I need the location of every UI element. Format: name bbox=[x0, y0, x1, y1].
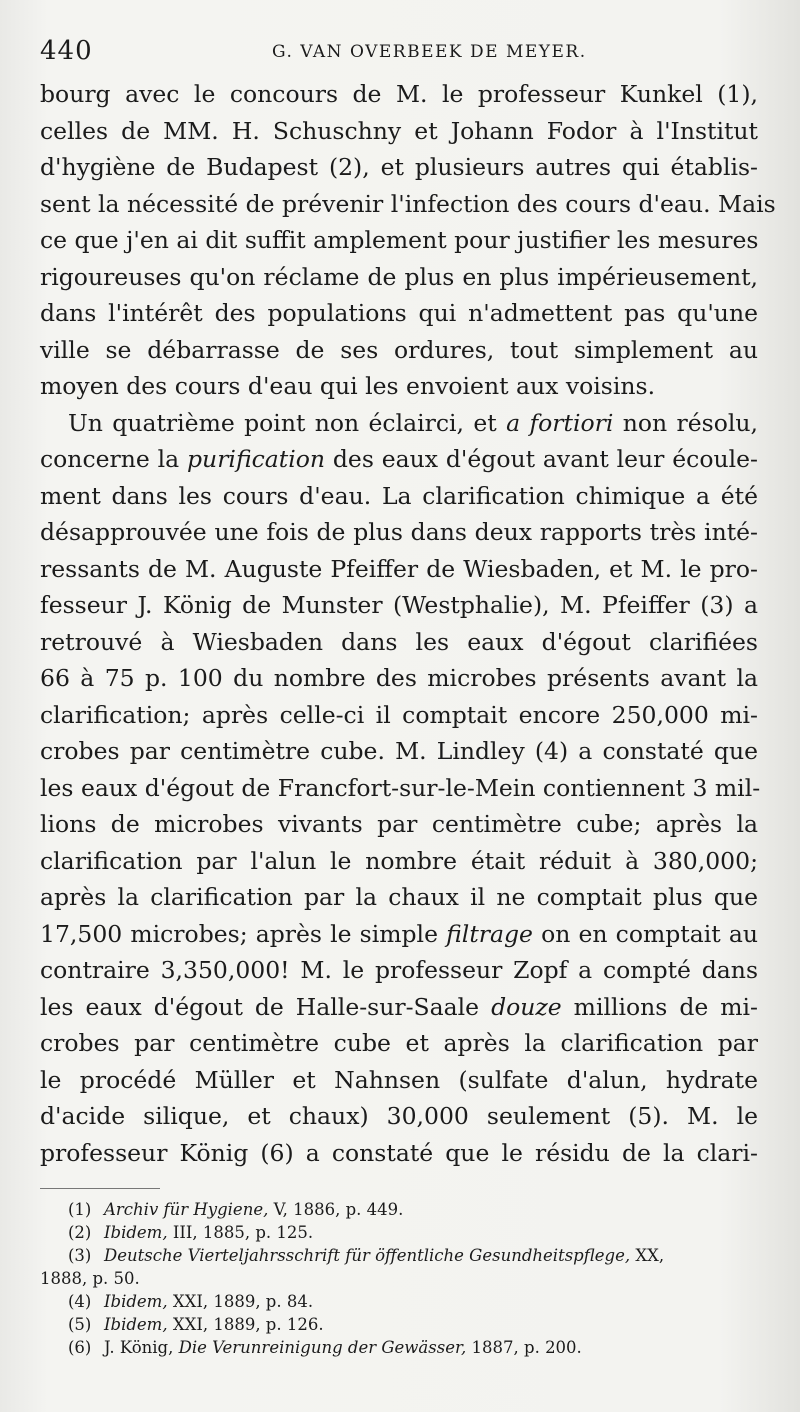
text-line: 66 à 75 p. 100 du nombre des microbes présents avant la bbox=[40, 664, 758, 692]
text-line bbox=[40, 989, 758, 1026]
page-number: 440 bbox=[40, 36, 93, 66]
footnote bbox=[40, 1244, 758, 1267]
text-line: professeur König (6) a constaté que le résidu de la clari- bbox=[40, 1138, 758, 1167]
text-line: d'hygiène de Budapest (2), et plusieurs autres qui établis- bbox=[40, 153, 758, 181]
footnote bbox=[40, 1313, 758, 1336]
text-line: fesseur J. König de Munster (Westphalie), M. Pfeiffer (3) a bbox=[40, 591, 758, 619]
text-line: clarification; après celle-ci il comptait encore 250,000 mi- bbox=[40, 700, 758, 729]
running-head: G. VAN OVERBEEK DE MEYER. bbox=[272, 42, 587, 62]
footnote-number: (5) bbox=[68, 1315, 92, 1334]
text-line: ville se débarrasse de ses ordures, tout simplement au bbox=[40, 335, 758, 364]
footnote-number: (3) bbox=[68, 1246, 92, 1265]
italic-text: a fortiori bbox=[506, 408, 614, 437]
line-text: non résolu, bbox=[622, 408, 758, 437]
footnote-number: (2) bbox=[68, 1223, 92, 1242]
footnote-title: Archiv für Hygiene, bbox=[104, 1200, 269, 1219]
text-line: retrouvé à Wiesbaden dans les eaux d'égout clarifiées bbox=[40, 627, 758, 656]
text-line: clarification par l'alun le nombre était réduit à 380,000; bbox=[40, 846, 758, 875]
text-line bbox=[40, 916, 758, 953]
footnote bbox=[40, 1198, 758, 1221]
footnote-citation: 1887, p. 200. bbox=[471, 1338, 582, 1357]
body-text bbox=[40, 76, 776, 1171]
footnote-citation: III, 1885, p. 125. bbox=[172, 1223, 314, 1242]
footnote-title: Ibidem, bbox=[104, 1315, 168, 1334]
text-line: dans l'intérêt des populations qui n'admettent pas qu'une bbox=[40, 299, 758, 327]
page-header bbox=[40, 36, 760, 68]
text-line: crobes par centimètre cube. M. Lindley (4) a constaté que bbox=[40, 737, 758, 765]
text-line: contraire 3,350,000! M. le professeur Zopf a compté dans bbox=[40, 956, 758, 984]
footnote-number: (4) bbox=[68, 1292, 92, 1311]
italic-text: filtrage bbox=[446, 919, 533, 948]
footnote-title: Ibidem, bbox=[104, 1223, 168, 1242]
line-text: on en comptait au bbox=[541, 919, 758, 948]
footnote-number: (1) bbox=[68, 1200, 92, 1219]
text-line: ce que j'en ai dit suffit amplement pour justifier les mesures bbox=[40, 226, 759, 254]
text-line: d'acide silique, et chaux) 30,000 seulement (5). M. le bbox=[40, 1102, 758, 1130]
text-line: ressants de M. Auguste Pfeiffer de Wiesbaden, et M. le pro- bbox=[40, 554, 758, 583]
footnote-citation: XXI, 1889, p. 126. bbox=[172, 1315, 324, 1334]
text-line: moyen des cours d'eau qui les envoient aux voisins. bbox=[40, 372, 656, 400]
footnote bbox=[40, 1290, 758, 1313]
text-line bbox=[40, 441, 758, 478]
text-line: sent la nécessité de prévenir l'infection des cours d'eau. Mais bbox=[40, 189, 776, 218]
line-text: Un quatrième point non éclairci, et bbox=[68, 408, 497, 437]
footnote-title: Die Verunreinigung der Gewässer, bbox=[178, 1338, 467, 1357]
text-line: rigoureuses qu'on réclame de plus en plus impérieusement, bbox=[40, 262, 758, 291]
footnote bbox=[40, 1221, 758, 1244]
text-line bbox=[40, 405, 758, 442]
footnote bbox=[40, 1336, 758, 1359]
footnotes bbox=[40, 1198, 758, 1359]
italic-text: purification bbox=[187, 445, 326, 473]
footnote-number: (6) bbox=[68, 1338, 92, 1357]
line-text: millions de mi- bbox=[573, 992, 758, 1021]
line-text: les eaux d'égout de Halle-sur-Saale bbox=[40, 992, 480, 1021]
text-line: le procédé Müller et Nahnsen (sulfate d'alun, hydrate bbox=[40, 1065, 758, 1094]
text-line: les eaux d'égout de Francfort-sur-le-Mein contiennent 3 mil- bbox=[40, 773, 761, 802]
text-line: désapprouvée une fois de plus dans deux rapports très inté- bbox=[40, 518, 758, 546]
line-text: des eaux d'égout avant leur écoule- bbox=[332, 445, 758, 473]
text-line: bourg avec le concours de M. le professeur Kunkel (1), bbox=[40, 80, 758, 108]
footnote-title: Ibidem, bbox=[104, 1292, 168, 1311]
footnote-divider bbox=[40, 1188, 160, 1189]
footnote-title: Deutsche Vierteljahrsschrift für öffentliche Gesundheitspflege, bbox=[104, 1246, 631, 1265]
text-line: celles de MM. H. Schuschny et Johann Fodor à l'Institut bbox=[40, 116, 758, 145]
line-text: concerne la bbox=[40, 445, 180, 473]
text-line: lions de microbes vivants par centimètre cube; après la bbox=[40, 810, 758, 838]
line-text: 17,500 microbes; après le simple bbox=[40, 919, 438, 948]
footnote-citation: XX, bbox=[635, 1246, 665, 1265]
italic-text: douze bbox=[491, 992, 562, 1021]
footnote-author: J. König, bbox=[104, 1338, 174, 1357]
text-line: crobes par centimètre cube et après la clarification par bbox=[40, 1029, 758, 1057]
footnote-citation: XXI, 1889, p. 84. bbox=[172, 1292, 314, 1311]
text-line: ment dans les cours d'eau. La clarification chimique a été bbox=[40, 481, 758, 510]
footnote-continuation: 1888, p. 50. bbox=[40, 1269, 140, 1288]
footnote-citation: V, 1886, p. 449. bbox=[273, 1200, 404, 1219]
text-line: après la clarification par la chaux il ne comptait plus que bbox=[40, 883, 758, 911]
